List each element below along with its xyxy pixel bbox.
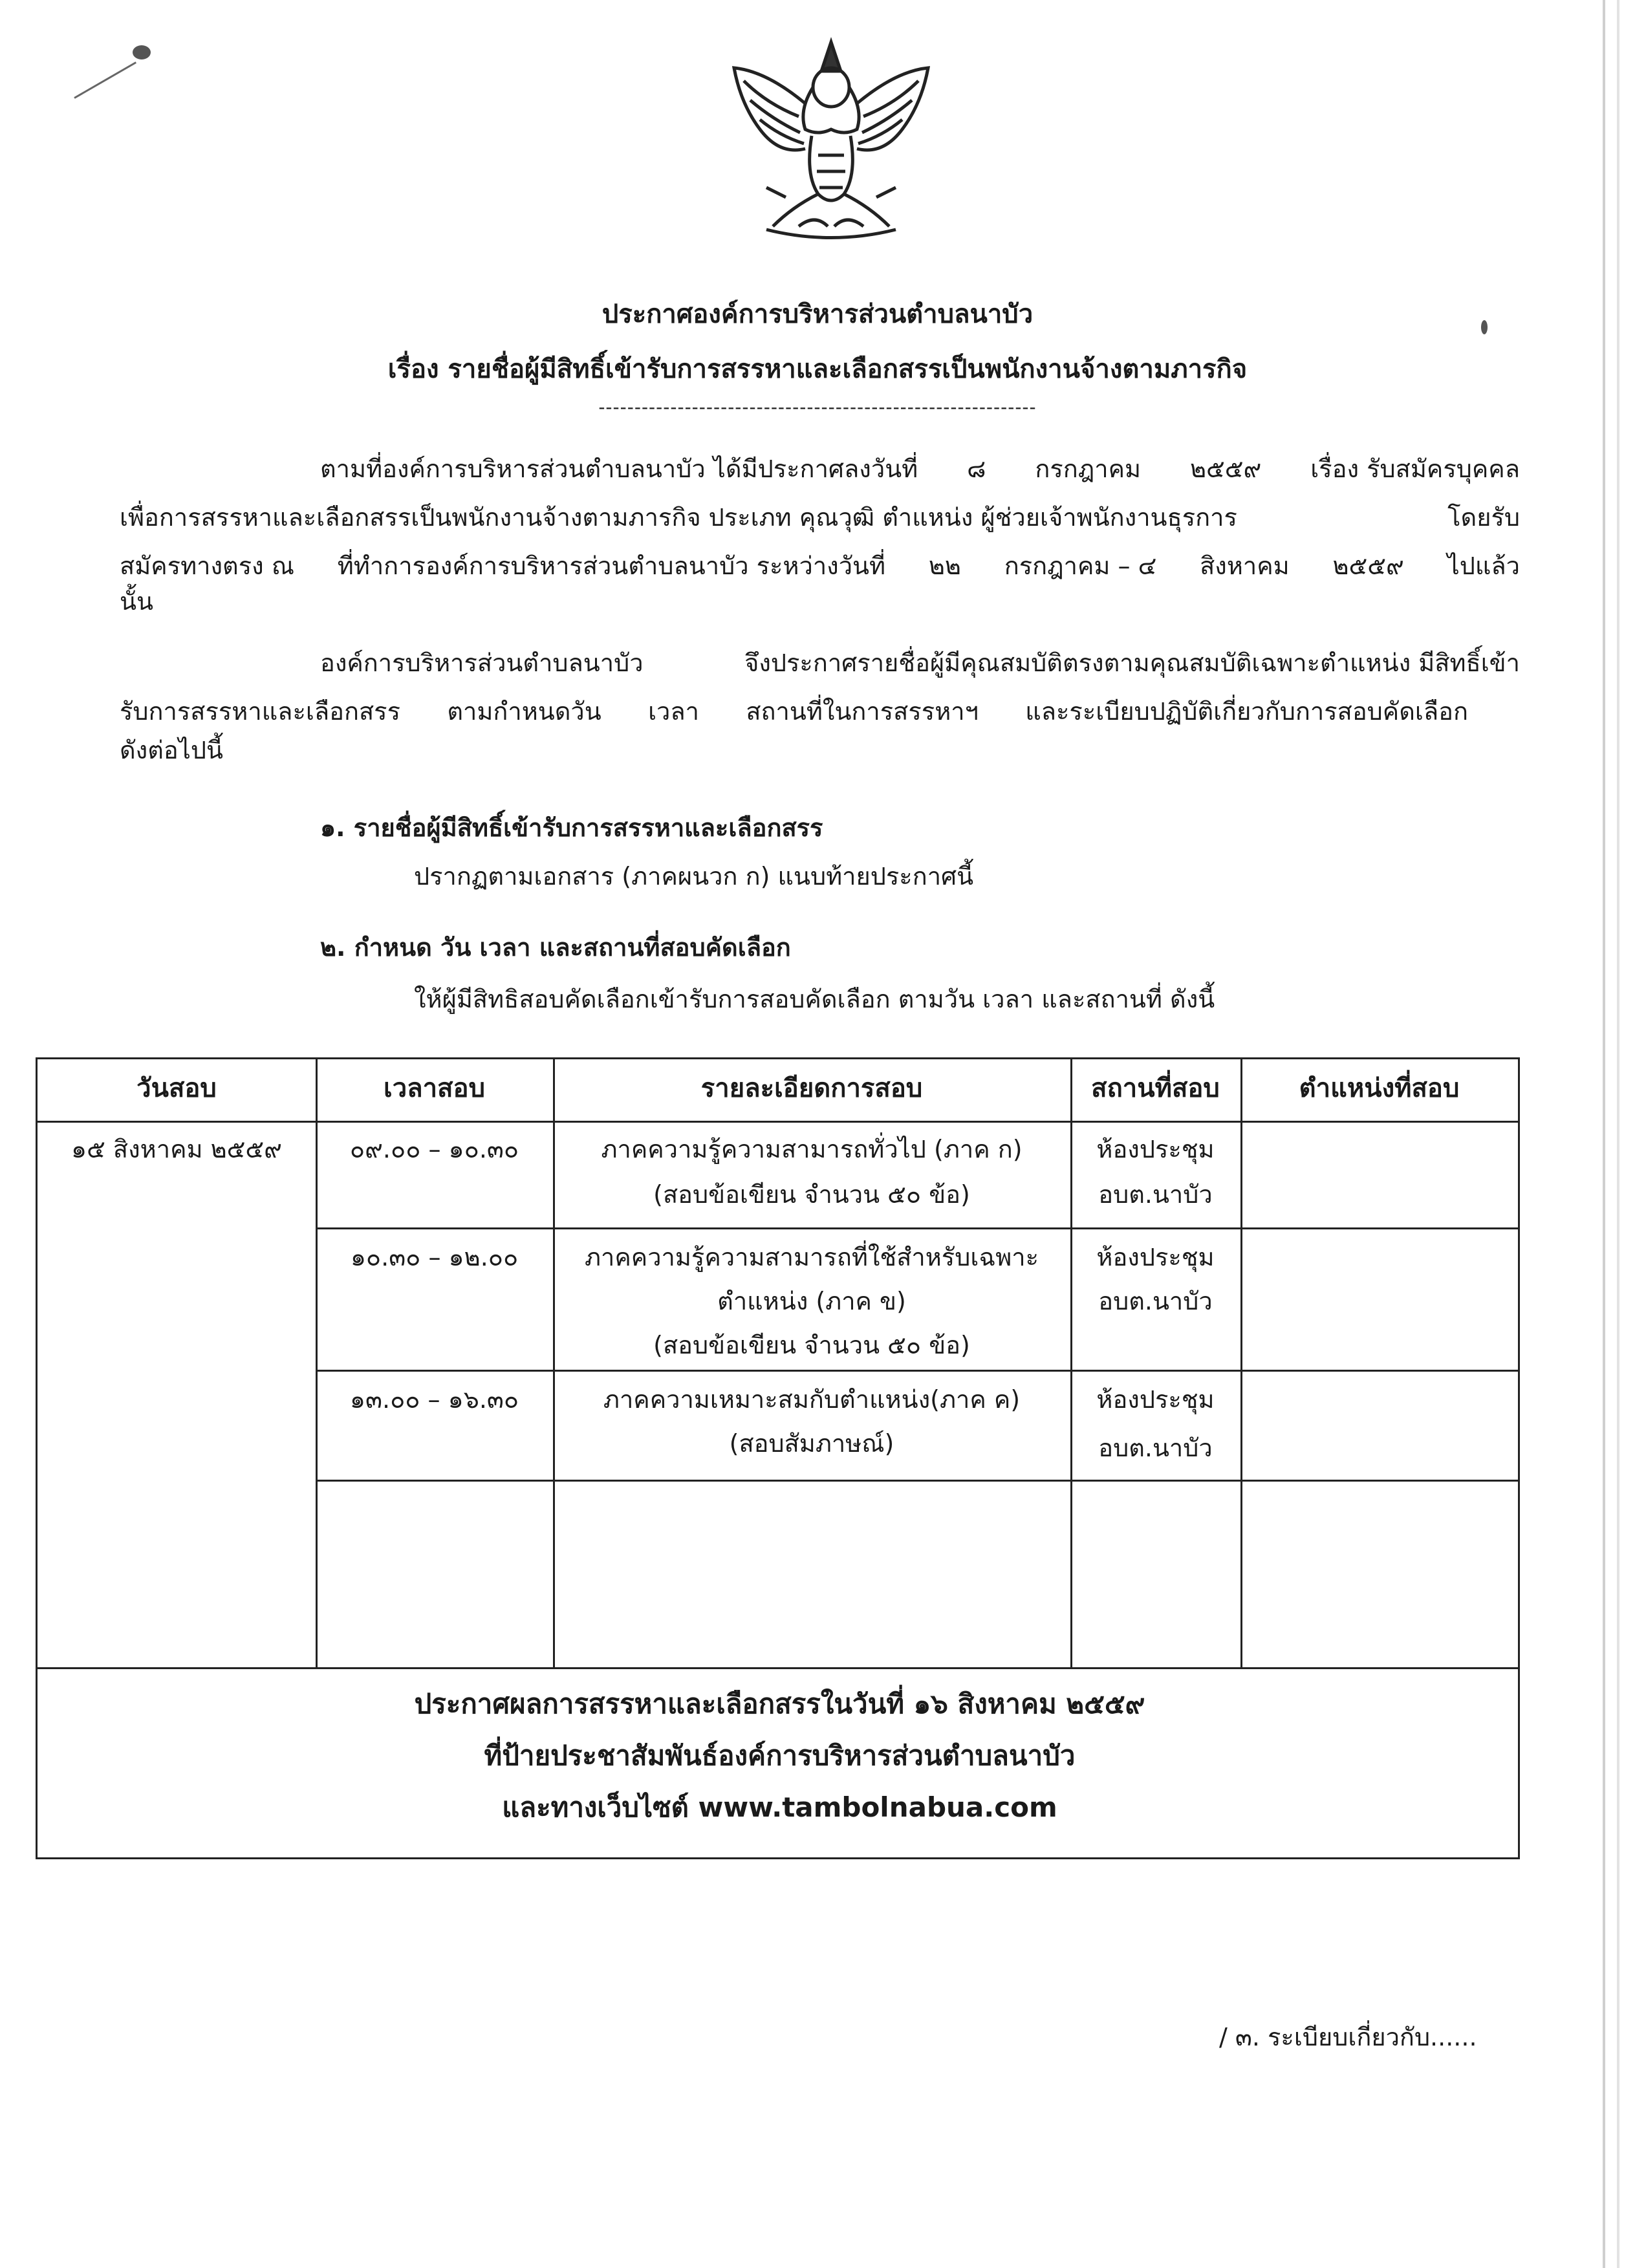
text-run: ไปแล้ว [1447, 552, 1520, 580]
exam-schedule-table [36, 1057, 1520, 1859]
exam-detail-line: ภาคความรู้ความสามารถทั่วไป (ภาค ก) [601, 1135, 1023, 1163]
text-run: โดยรับ [1447, 503, 1520, 532]
text-run: และระเบียบปฏิบัติเกี่ยวกับการสอบคัดเลือก [1025, 697, 1468, 726]
exam-detail-line: ภาคความรู้ความสามารถที่ใช้สำหรับเฉพาะ [584, 1243, 1039, 1271]
exam-place-line: อบต.นาบัว [1098, 1180, 1213, 1209]
section2-heading: ๒. กำหนด วัน เวลา และสถานที่สอบคัดเลือก [320, 933, 791, 962]
para2-line [320, 643, 1520, 682]
continuation-note: / ๓. ระเบียบเกี่ยวกับ...... [1219, 2023, 1477, 2051]
exam-place-line: ห้องประชุม [1096, 1385, 1215, 1414]
text-run: ๒๕๕๙ [1189, 455, 1262, 483]
result-announcement-line: ที่ป้ายประชาสัมพันธ์องค์การบริหารส่วนตำบลนาบัว [484, 1740, 1076, 1771]
table-rule [316, 1227, 1518, 1229]
exam-place-line: อบต.นาบัว [1098, 1287, 1213, 1315]
table-rule [316, 1370, 1518, 1372]
text-run: ตามที่องค์การบริหารส่วนตำบลนาบัว ได้มีประกาศลงวันที่ [320, 455, 918, 483]
exam-date-cell: ๑๕ สิงหาคม ๒๕๕๙ [70, 1135, 283, 1163]
exam-place-line: อบต.นาบัว [1098, 1434, 1213, 1462]
text-run: ที่ทำการองค์การบริหารส่วนตำบลนาบัว ระหว่างวันที่ [337, 552, 886, 580]
table-rule [38, 1667, 1518, 1669]
text-run: เรื่อง รับสมัครบุคคล [1310, 455, 1520, 483]
garuda-emblem-icon [721, 32, 941, 252]
scan-mark [74, 61, 136, 99]
result-announcement-line: ประกาศผลการสรรหาและเลือกสรรในวันที่ ๑๖ สิงหาคม ๒๕๕๙ [414, 1688, 1145, 1720]
para2-line: ดังต่อไปนี้ [120, 736, 223, 764]
text-run: รับการสรรหาและเลือกสรร [120, 697, 400, 726]
table-rule [1240, 1059, 1242, 1667]
document-title: ประกาศองค์การบริหารส่วนตำบลนาบัว [601, 299, 1034, 329]
para1-line [120, 498, 1520, 537]
para1-line: นั้น [120, 587, 153, 616]
header-divider: ------------------------------------------------------------- [598, 396, 1037, 418]
header-exam-date: วันสอบ [136, 1074, 217, 1103]
text-run: ๒๕๕๙ [1332, 552, 1404, 580]
table-rule [316, 1480, 1518, 1482]
exam-place-line: ห้องประชุม [1096, 1135, 1215, 1163]
text-run: ๒๒ [928, 552, 961, 580]
header-exam-time: เวลาสอบ [384, 1074, 485, 1103]
section1-text: ปรากฏตามเอกสาร (ภาคผนวก ก) แนบท้ายประกาศนี้ [414, 862, 974, 891]
header-exam-detail: รายละเอียดการสอบ [700, 1074, 923, 1103]
table-rule [38, 1121, 1518, 1123]
para1-line [320, 449, 1520, 488]
page-edge-line [1603, 0, 1605, 2268]
text-run: เวลา [648, 697, 700, 726]
document-subject: เรื่อง รายชื่อผู้มีสิทธิ์เข้ารับการสรรหาและเลือกสรรเป็นพนักงานจ้างตามภารกิจ [387, 354, 1248, 384]
exam-time-cell: ๑๓.๐๐ – ๑๖.๓๐ [349, 1385, 519, 1414]
text-run: กรกฎาคม – ๔ [1004, 552, 1157, 580]
exam-detail-line: (สอบข้อเขียน จำนวน ๕๐ ข้อ) [653, 1180, 970, 1209]
text-run: กรกฎาคม [1035, 455, 1142, 483]
text-run: จึงประกาศรายชื่อผู้มีคุณสมบัติตรงตามคุณสมบัติเฉพาะตำแหน่ง มีสิทธิ์เข้า [744, 649, 1520, 677]
section1-heading: ๑. รายชื่อผู้มีสิทธิ์เข้ารับการสรรหาและเลือกสรร [320, 814, 823, 842]
scan-smudge [133, 45, 151, 59]
text-run: เพื่อการสรรหาและเลือกสรรเป็นพนักงานจ้างตามภารกิจ ประเภท คุณวุฒิ ตำแหน่ง ผู้ช่วยเจ้าพนักงานธุรการ [120, 503, 1237, 532]
text-run: สิงหาคม [1200, 552, 1290, 580]
exam-detail-line: ภาคความเหมาะสมกับตำแหน่ง(ภาค ค) [603, 1385, 1021, 1414]
header-exam-position: ตำแหน่งที่สอบ [1299, 1074, 1460, 1103]
exam-detail-line: (สอบข้อเขียน จำนวน ๕๐ ข้อ) [653, 1331, 970, 1359]
exam-time-cell: ๐๙.๐๐ – ๑๐.๓๐ [349, 1135, 519, 1163]
exam-detail-line: (สอบสัมภาษณ์) [729, 1429, 894, 1458]
para1-line [120, 546, 1520, 585]
exam-place-line: ห้องประชุม [1096, 1243, 1215, 1271]
exam-detail-line: ตำแหน่ง (ภาค ข) [717, 1287, 906, 1315]
exam-time-cell: ๑๐.๓๐ – ๑๒.๐๐ [350, 1243, 519, 1271]
text-run: สถานที่ในการสรรหาฯ [746, 697, 979, 726]
para2-line [120, 692, 1468, 731]
page-edge-line [1617, 0, 1619, 2268]
text-run: ๘ [967, 455, 986, 483]
result-announcement-line: และทางเว็บไซต์ www.tambolnabua.com [502, 1791, 1057, 1823]
section2-text: ให้ผู้มีสิทธิสอบคัดเลือกเข้ารับการสอบคัดเลือก ตามวัน เวลา และสถานที่ ดังนี้ [414, 985, 1215, 1013]
text-run: ตามกำหนดวัน [447, 697, 601, 726]
text-run: องค์การบริหารส่วนตำบลนาบัว [320, 649, 644, 677]
text-run: สมัครทางตรง ณ [120, 552, 294, 580]
header-exam-place: สถานที่สอบ [1091, 1074, 1220, 1103]
